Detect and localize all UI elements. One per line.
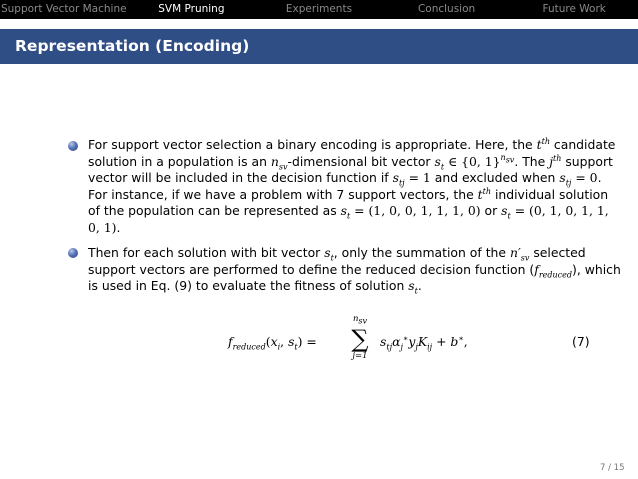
nav-item-conclusion[interactable]: Conclusion bbox=[417, 3, 476, 15]
page-number: 7 / 15 bbox=[600, 463, 625, 473]
nav-item-future-work[interactable]: Future Work bbox=[542, 3, 606, 15]
nav-item-experiments[interactable]: Experiments bbox=[285, 3, 353, 15]
nav-item-support-vector-machine[interactable]: Support Vector Machine bbox=[0, 3, 127, 15]
bullet-icon bbox=[68, 141, 78, 151]
equation-number: (7) bbox=[572, 334, 590, 349]
nav-item-svm-pruning[interactable]: SVM Pruning bbox=[158, 3, 225, 15]
slide-title: Representation (Encoding) bbox=[15, 37, 250, 55]
bullet-icon bbox=[68, 248, 78, 258]
slide-content: For support vector selection a binary encoding is appropriate. Here, the $t^{th}$ candidate solution in a population is an $n_{sv}$-dimensional bit vector $s_t$ ∈ {0, 1}$^{n_{sv}}$. The $j^{th}$ support vector will be included in the decision function if $s_{tj} = 1$ and excluded when $s_{tj} = 0$. For instance, if we have a problem with 7 support vectors, the $t^{th}$ individual solution of the population can be represented as $s_t = (1$, 0, 0, 1, 1, 1, 0) or $s_t = (0$, 1, 0, 1, 1, 0, 1). Then for each solution with bit vector $s_t$, only the summation of the $n'_{sv}$ selected support vectors are performed to define the reduced decision function $(f_{reduced})$, which is used in Eq. (9) to evaluate the fitness of solution $s_t$. $f_{reduced}(x_i$, $s_t$) = $n_{sv}$ ∑ j=1 $s_{tj}\alpha_j^∗y_jK_{ij} + b^∗$, (7) 7 / 15 bbox=[0, 0, 638, 479]
bullet-paragraph-2: Then for each solution with bit vector $s_t$, only the summation of the $n'_{sv}$ selected support vectors are performed to define the reduced decision function $(f_{reduced})$, which is used in Eq. (9) to evaluate the fitness of solution $s_t$. bbox=[88, 245, 621, 296]
bullet-paragraph-1: For support vector selection a binary encoding is appropriate. Here, the $t^{th}$ candidate solution in a population is an $n_{sv}$-dimensional bit vector $s_t$ ∈ {0, 1}$^{n_{sv}}$. The $j^{th}$ support vector will be included in the decision function if $s_{tj} = 1$ and excluded when $s_{tj} = 0$. For instance, if we have a problem with 7 support vectors, the $t^{th}$ individual solution of the population can be represented as $s_t = (1$, 0, 0, 1, 1, 1, 0) or $s_t = (0$, 1, 0, 1, 1, 0, 1). bbox=[88, 136, 616, 235]
